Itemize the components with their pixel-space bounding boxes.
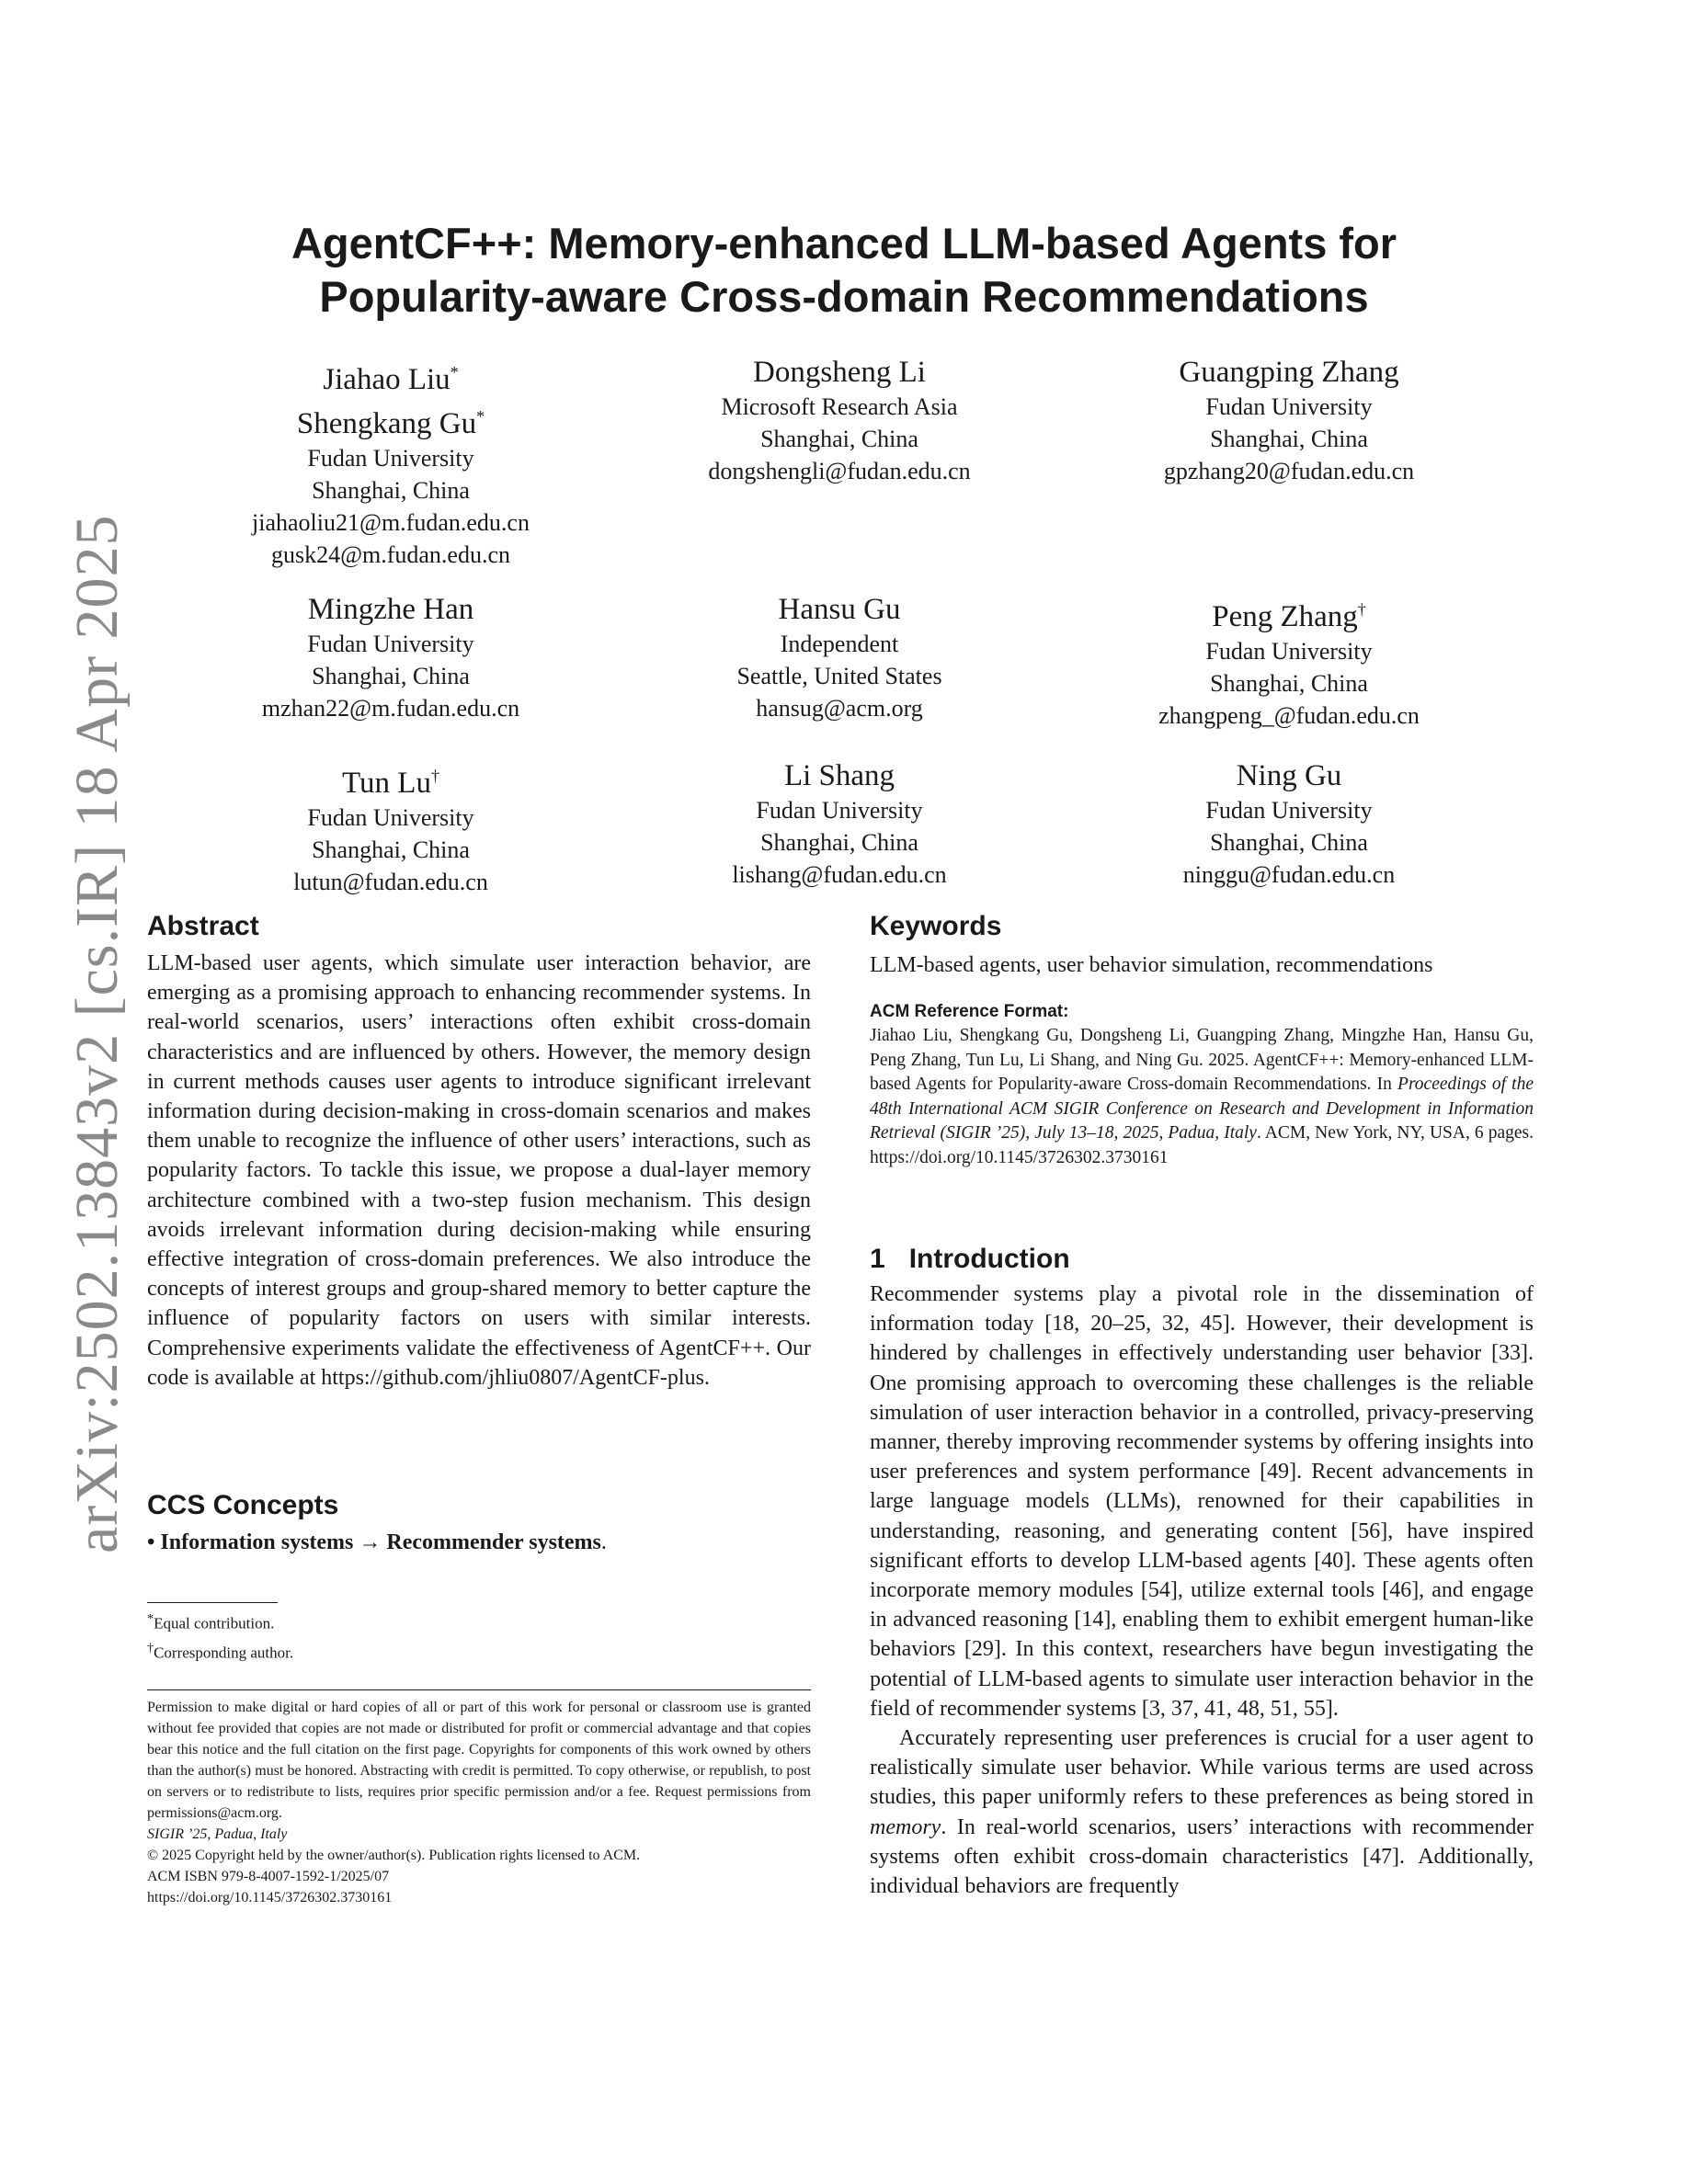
footnote-corresponding-text: Corresponding author. bbox=[154, 1644, 294, 1662]
author-block bbox=[600, 757, 1078, 891]
memory-term: memory bbox=[870, 1814, 941, 1839]
introduction-number: 1 bbox=[870, 1244, 885, 1274]
author-name bbox=[152, 591, 630, 628]
acm-reference-heading: ACM Reference Format: bbox=[870, 1002, 1069, 1021]
author-name-text: Ning Gu bbox=[1236, 759, 1342, 792]
author-name bbox=[152, 354, 630, 398]
author-name bbox=[152, 757, 630, 802]
author-email[interactable]: dongshengli@fudan.edu.cn bbox=[708, 458, 971, 484]
author-name-text: Peng Zhang bbox=[1212, 600, 1358, 633]
author-block bbox=[152, 591, 630, 724]
footnote-rule bbox=[147, 1602, 278, 1603]
ccs-concepts-text bbox=[147, 1528, 811, 1557]
acm-reference-text bbox=[870, 1024, 1534, 1170]
author-name-text: Guangping Zhang bbox=[1179, 356, 1399, 389]
paper-title-line-1: AgentCF++: Memory-enhanced LLM-based Agents for bbox=[291, 219, 1397, 267]
author-email[interactable]: mzhan22@m.fudan.edu.cn bbox=[261, 695, 520, 722]
author-email[interactable]: lutun@fudan.edu.cn bbox=[293, 869, 488, 895]
author-name bbox=[600, 757, 1078, 794]
author-name bbox=[152, 398, 630, 442]
permission-rule bbox=[147, 1689, 811, 1690]
author-affiliation: Microsoft Research Asia bbox=[721, 393, 958, 420]
author-location: Shanghai, China bbox=[312, 836, 470, 863]
author-name-text: Tun Lu bbox=[342, 767, 431, 800]
introduction-heading bbox=[870, 1243, 1534, 1276]
ccs-concepts-period: . bbox=[600, 1530, 607, 1554]
acm-reference-section bbox=[870, 1000, 1534, 1170]
abstract-section bbox=[147, 910, 811, 1393]
author-block bbox=[1050, 591, 1528, 732]
ccs-concepts-section bbox=[147, 1489, 811, 1557]
author-affiliation: Fudan University bbox=[307, 631, 474, 657]
author-email[interactable]: ninggu@fudan.edu.cn bbox=[1182, 861, 1396, 888]
introduction-paragraph-1: Recommender systems play a pivotal role in the dissemination of information today [18, 20–25, 32, 45]. However, their development is hindered by challenges in effectively understanding user behavior [33]. One promising approach to overcoming these challenges is the reliable simulation of user interaction behavior in a controlled, privacy-preserving manner, thereby improving recommender systems by offering insights into user preferences and system performance [49]. Recent advancements in large language models (LLMs), renowned for their capabilities in understanding, reasoning, and generating content [56], have inspired significant efforts to develop LLM-based agents [40]. These agents often incorporate memory modules [54], utilize external tools [46], and engage in advanced reasoning [14], enabling them to exhibit emergent human-like behaviors [29]. In this context, researchers have begun investigating the potential of LLM-based agents to simulate user interaction behavior in the field of recommender systems [3, 37, 41, 48, 51, 55]. bbox=[870, 1282, 1534, 1721]
footnote-equal-text: Equal contribution. bbox=[154, 1614, 275, 1632]
permission-text: Permission to make digital or hard copies of all or part of this work for personal or classroom use is granted without fee provided that copies are not made or distributed for profit or commercial advantage and that copies bear this notice and the full citation on the first page. Copyrights for components of this work owned by others than the author(s) must be honored. Abstracting with credit is permitted. To copy otherwise, or republish, to post on servers or to redistribute to lists, requires prior specific permission and/or a fee. Request permissions from permissions@acm.org. bbox=[147, 1700, 811, 1821]
doi-line: https://doi.org/10.1145/3726302.3730161 bbox=[147, 1890, 393, 1905]
author-affiliation: Fudan University bbox=[1205, 393, 1373, 420]
paper-title bbox=[147, 217, 1541, 324]
author-block bbox=[152, 757, 630, 898]
introduction-paragraph-2-end: . In real-world scenarios, users’ interactions with recommender systems often exhibit cross-domain characteristics [47]. Additionally, individual behaviors are frequently bbox=[870, 1814, 1534, 1899]
author-block bbox=[1050, 354, 1528, 487]
author-location: Seattle, United States bbox=[736, 663, 942, 689]
author-location: Shanghai, China bbox=[1210, 426, 1368, 452]
author-location: Shanghai, China bbox=[312, 663, 470, 689]
ccs-concepts-heading: CCS Concepts bbox=[147, 1490, 339, 1520]
keywords-text: LLM-based agents, user behavior simulation, recommendations bbox=[870, 953, 1433, 977]
author-location: Shanghai, China bbox=[760, 426, 918, 452]
keywords-heading: Keywords bbox=[870, 911, 1002, 941]
author-block bbox=[600, 591, 1078, 724]
author-affiliation: Fudan University bbox=[1205, 797, 1373, 824]
author-affiliation: Independent bbox=[780, 631, 899, 657]
introduction-title: Introduction bbox=[908, 1244, 1070, 1274]
acm-reference-proceedings: Proceedings of the 48th International ACM SIGIR Conference on Research and Development in Information Retrieval (SIGIR ’25), July 13–18, 2025, Padua, Italy bbox=[870, 1075, 1534, 1143]
author-name bbox=[1050, 757, 1528, 794]
footnote-corresponding: †Corresponding author. bbox=[147, 1640, 294, 1662]
author-name-text: Dongsheng Li bbox=[753, 356, 926, 389]
footnotes bbox=[147, 1607, 811, 1665]
author-name-text: Hansu Gu bbox=[778, 593, 901, 626]
abstract-heading: Abstract bbox=[147, 911, 259, 941]
acm-reference-tail: . ACM, New York, NY, USA, 6 pages. https://doi.org/10.1145/3726302.3730161 bbox=[870, 1123, 1534, 1167]
author-name-text: Jiahao Liu bbox=[323, 363, 451, 396]
author-name bbox=[1050, 591, 1528, 635]
author-affiliation: Fudan University bbox=[1205, 638, 1373, 665]
keywords-section bbox=[870, 910, 1534, 980]
author-affiliation: Fudan University bbox=[756, 797, 923, 824]
author-name bbox=[600, 591, 1078, 628]
copyright-line: © 2025 Copyright held by the owner/author(s). Publication rights licensed to ACM. bbox=[147, 1848, 641, 1863]
author-location: Shanghai, China bbox=[1210, 829, 1368, 856]
footnote-equal: *Equal contribution. bbox=[147, 1611, 275, 1632]
author-email[interactable]: zhangpeng_@fudan.edu.cn bbox=[1158, 702, 1420, 729]
ccs-concepts-entry: • Information systems → Recommender systems bbox=[147, 1530, 601, 1554]
author-email[interactable]: hansug@acm.org bbox=[756, 695, 923, 722]
acm-reference-authors: Jiahao Liu, Shengkang Gu, Dongsheng Li, Guangping Zhang, Mingzhe Han, Hansu Gu, Peng Zhang, Tun Lu, Li Shang, and Ning Gu. 2025. AgentCF++: Memory-enhanced LLM-based Agents for Popularity-aware Cross-domain Recommendations. In bbox=[870, 1026, 1534, 1094]
author-mark: * bbox=[450, 363, 459, 381]
author-affiliation: Fudan University bbox=[307, 804, 474, 831]
author-email[interactable]: gpzhang20@fudan.edu.cn bbox=[1163, 458, 1415, 484]
venue-line: SIGIR ’25, Padua, Italy bbox=[147, 1826, 288, 1842]
author-name-text: Shengkang Gu bbox=[296, 407, 477, 440]
abstract-text: LLM-based user agents, which simulate user interaction behavior, are emerging as a promising approach to enhancing recommender systems. In real-world scenarios, users’ interactions often exhibit cross-domain characteristics and are influenced by others. However, the memory design in current methods causes user agents to introduce significant irrelevant information during decision-making in cross-domain scenarios and makes them unable to recognize the influence of other users’ interactions, such as popularity factors. To tackle this issue, we propose a dual-layer memory architecture combined with a two-step fusion mechanism. This design avoids irrelevant information during decision-making while ensuring effective integration of cross-domain preferences. We also introduce the concepts of interest groups and group-shared memory to better capture the influence of popularity factors on users with similar interests. Comprehensive experiments validate the effectiveness of AgentCF++. Our code is available at https://github.com/jhliu0807/AgentCF-plus. bbox=[147, 951, 811, 1390]
author-block bbox=[152, 354, 630, 571]
introduction-paragraph-2 bbox=[870, 1723, 1534, 1901]
introduction-paragraph-2-start: Accurately representing user preferences is crucial for a user agent to realistically simulate user behavior. While various terms are used across studies, this paper uniformly refers to these preferences as being stored in bbox=[870, 1726, 1534, 1810]
arxiv-identifier-stamp: arXiv:2502.13843v2 [cs.IR] 18 Apr 2025 bbox=[63, 514, 131, 1553]
author-location: Shanghai, China bbox=[760, 829, 918, 856]
paper-title-line-2: Popularity-aware Cross-domain Recommendations bbox=[319, 272, 1369, 321]
author-block bbox=[600, 354, 1078, 487]
author-mark: * bbox=[476, 407, 485, 426]
author-affiliation: Fudan University bbox=[307, 445, 474, 472]
permission-block bbox=[147, 1697, 811, 1908]
author-location: Shanghai, China bbox=[1210, 670, 1368, 697]
isbn-line: ACM ISBN 979-8-4007-1592-1/2025/07 bbox=[147, 1869, 390, 1884]
author-email[interactable]: jiahaoliu21@m.fudan.edu.cn bbox=[252, 509, 530, 536]
author-name-text: Li Shang bbox=[783, 759, 895, 792]
author-email[interactable]: gusk24@m.fudan.edu.cn bbox=[270, 541, 511, 568]
author-mark: † bbox=[430, 767, 439, 785]
author-mark: † bbox=[1357, 600, 1366, 619]
author-name-text: Mingzhe Han bbox=[307, 593, 474, 626]
author-name bbox=[1050, 354, 1528, 391]
author-email[interactable]: lishang@fudan.edu.cn bbox=[732, 861, 947, 888]
author-location: Shanghai, China bbox=[312, 477, 470, 504]
introduction-section bbox=[870, 1243, 1534, 1901]
author-name bbox=[600, 354, 1078, 391]
author-block bbox=[1050, 757, 1528, 891]
